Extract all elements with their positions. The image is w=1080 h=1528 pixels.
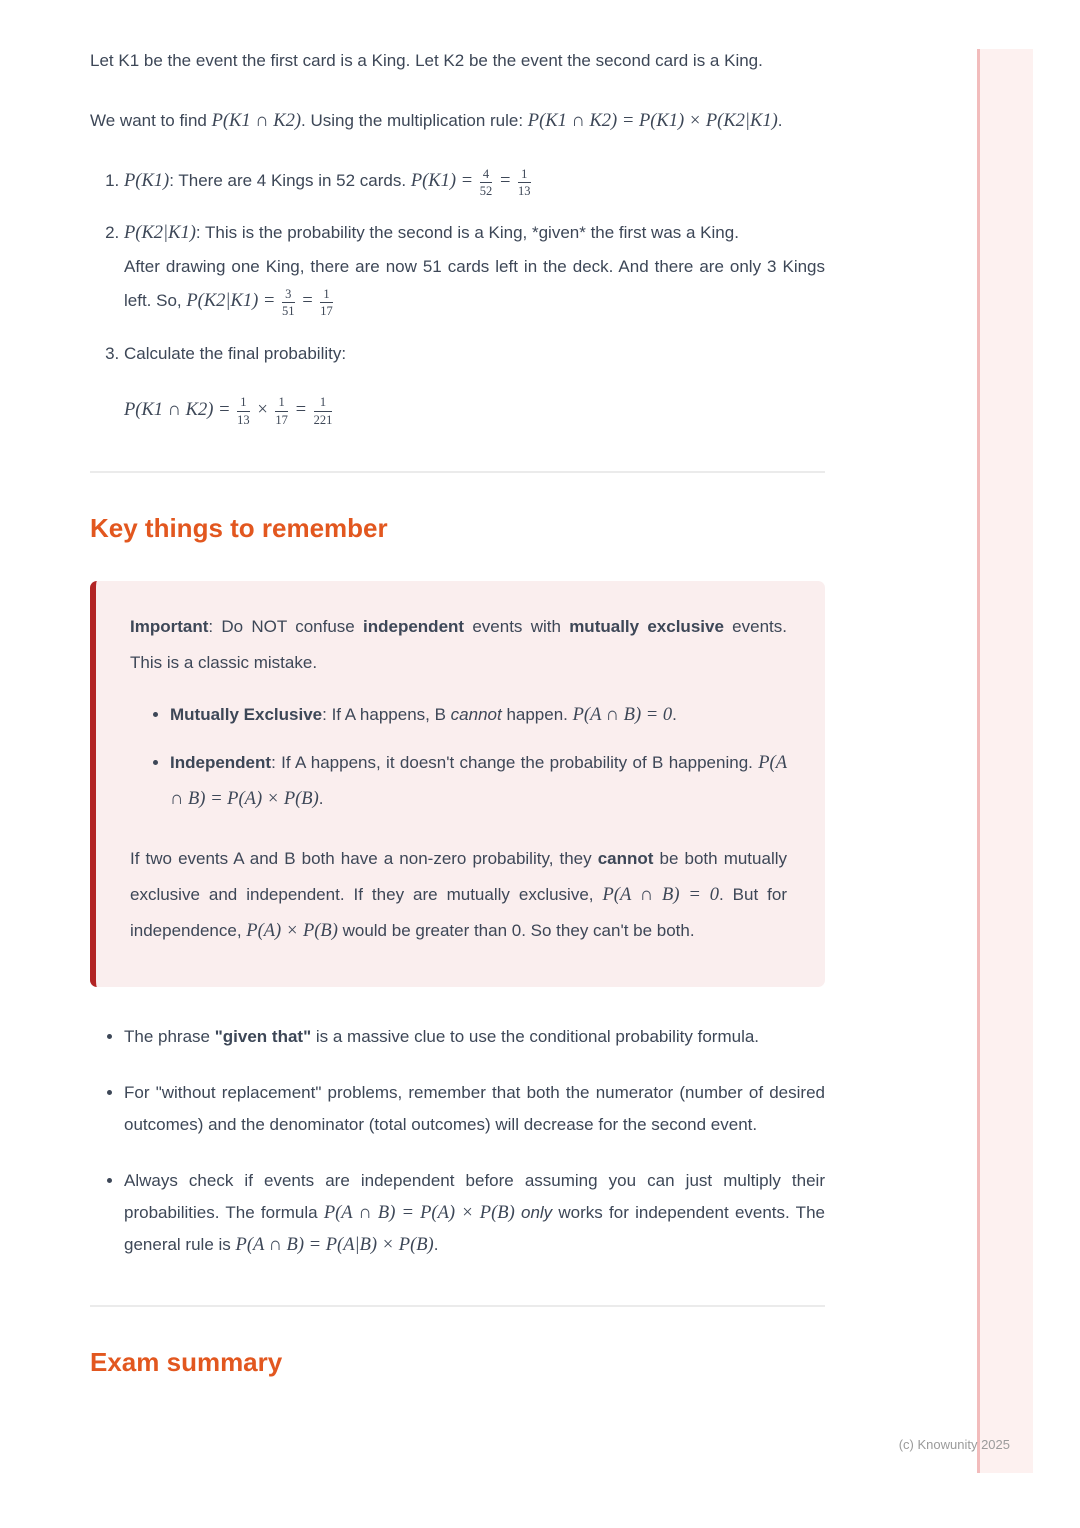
important-callout — [90, 581, 825, 987]
tip-without-replacement: • For "without replacement" problems, remember that both the numerator (number of desired outcomes) and the denominator (total outcomes) will decrease for the second event. — [124, 1077, 825, 1141]
step-item-1: 1. P(K1): There are 4 Kings in 52 cards. P(K1) = $\frac{4}{52}$ = $\frac{1}{13}$ — [124, 164, 825, 198]
step-item-3 — [124, 337, 825, 427]
callout-bullet-independent: • Independent: If A happens, it doesn't change the probability of B happening. P(A ∩ B) = P(A) × P(B). — [170, 745, 787, 817]
fraction: $\frac{1}{17}$ — [275, 395, 288, 427]
callout-bullet-mutually-exclusive: • Mutually Exclusive: If A happens, B cannot happen. P(A ∩ B) = 0. — [170, 697, 787, 733]
document-content — [90, 0, 825, 1377]
callout-paragraph-2: If two events A and B both have a non-zero probability, they cannot be both mutually exclusive and independent. If they are mutually exclusive, P(A ∩ B) = 0. But for independence, P(A) × P(B) would be greater than 0. So they can't be both. — [130, 849, 787, 942]
fraction: $\frac{3}{51}$ — [282, 287, 295, 319]
final-probability-formula: P(K1 ∩ K2) = $\frac{1}{13}$ × $\frac{1}{17}$ = $\frac{1}{221}$ — [124, 395, 333, 427]
tips-list — [90, 1021, 825, 1261]
paragraph-intro: Let K1 be the event the first card is a King. Let K2 be the event the second card is a King. — [90, 51, 763, 70]
section-divider — [90, 1305, 825, 1307]
callout-bullet-list — [130, 697, 787, 817]
tip-given-that: • The phrase "given that" is a massive clue to use the conditional probability formula. — [124, 1021, 825, 1053]
copyright-notice: (c) Knowunity 2025 — [898, 1437, 1010, 1452]
page-margin-bar — [977, 49, 1033, 1473]
fraction: $\frac{4}{52}$ — [479, 166, 493, 198]
heading-exam-summary: Exam summary — [90, 1347, 283, 1378]
paragraph-multiplication-rule: We want to find P(K1 ∩ K2). Using the multiplication rule: P(K1 ∩ K2) = P(K1) × P(K2|K1). — [90, 111, 783, 131]
heading-key-things: Key things to remember — [90, 513, 388, 544]
fraction: $\frac{1}{221}$ — [313, 395, 333, 427]
steps-list — [90, 164, 825, 427]
section-divider — [90, 471, 825, 473]
fraction: $\frac{1}{13}$ — [237, 395, 250, 427]
tip-independence-check: • Always check if events are independent before assuming you can just multiply their probabilities. The formula P(A ∩ B) = P(A) × P(B) only works for independent events. The general rule is P(A ∩ B) = P(A|B) × P(B). — [124, 1165, 825, 1261]
callout-paragraph-1: Important: Do NOT confuse independent events with mutually exclusive events. This is a classic mistake. — [130, 617, 787, 673]
step-item-3-text: Calculate the final probability: — [124, 343, 347, 363]
step-item-2: 2. P(K2|K1): This is the probability the second is a King, *given* the first was a King. After drawing one King, there are now 51 cards left in the deck. And there are only 3 Kings left. So, P(K2|K1) = $\frac{3}{51}$ = $\frac{1}{17}$ — [124, 216, 825, 318]
fraction: $\frac{1}{17}$ — [320, 287, 333, 319]
fraction: $\frac{1}{13}$ — [518, 166, 531, 198]
